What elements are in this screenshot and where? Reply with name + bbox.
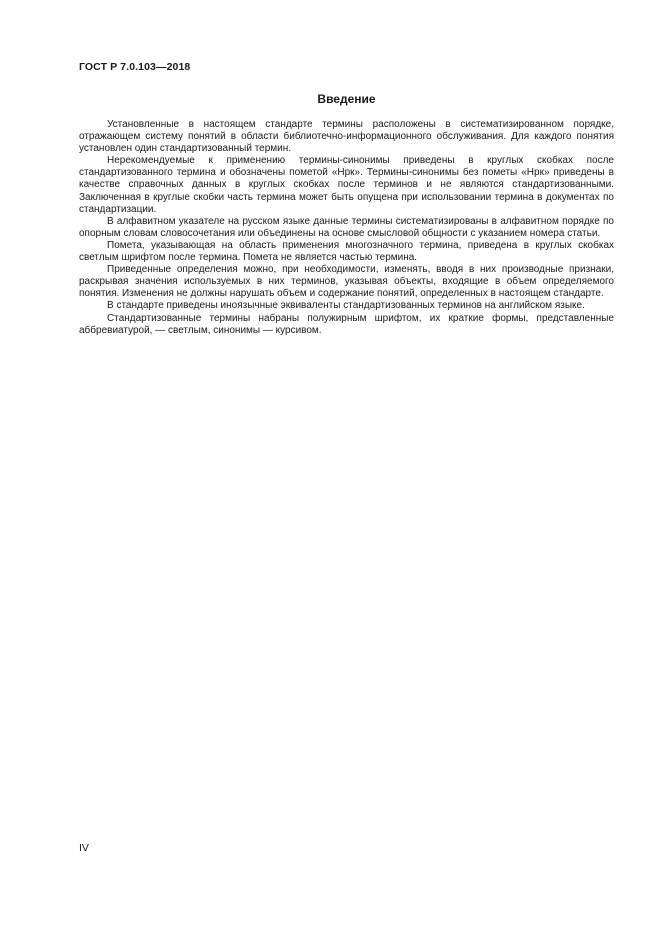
paragraph: Помета, указывающая на область применения многозначного термина, приведена в круглых скобках светлым шрифтом после термина. Помета не является частью термина. [79,239,614,264]
section-title [79,92,614,106]
paragraph: Стандартизованные термины набраны полужирным шрифтом, их краткие формы, представленные аббревиатурой, — светлым, синонимы — курсивом. [79,312,614,336]
paragraph: В алфавитном указателе на русском языке данные термины систематизированы в алфавитном порядке по опорным словам словосочетания или объединены на основе смысловой общности с указанием номера статьи. [79,215,614,239]
paragraph: В стандарте приведены иноязычные эквиваленты стандартизованных терминов на английском языке. [107,300,585,312]
paragraph: Установленные в настоящем стандарте термины расположены в систематизированном порядке, отражающем систему понятий в области библиотечно-информационного обслуживания. Для каждого понятия установлен один стандартизованный термин. [79,119,614,155]
paragraph: Нерекомендуемые к применению термины-синонимы приведены в круглых скобках после стандартизованного термина и обозначены пометой «Нрк». Термины-синонимы без пометы «Нрк» приведены в качестве справочных данных в круглых скобках после терминов и не являются стандартизованными. Заключенная в круглые скобки часть термина может быть опущена при использовании термина в документах по стандартизации. [79,155,614,215]
paragraph: Приведенные определения можно, при необходимости, изменять, вводя в них производные признаки, раскрывая значения используемых в них терминов, указывая объекты, входящие в объем определяемого понятия. Изменения не должны нарушать объем и содержание понятий, определенных в настоящем стандарте. [79,264,614,300]
document-header: ГОСТ Р 7.0.103—2018 [79,61,191,73]
body-text [79,119,614,337]
page-number: IV [79,842,89,854]
section-title-text: Введение [317,92,376,106]
